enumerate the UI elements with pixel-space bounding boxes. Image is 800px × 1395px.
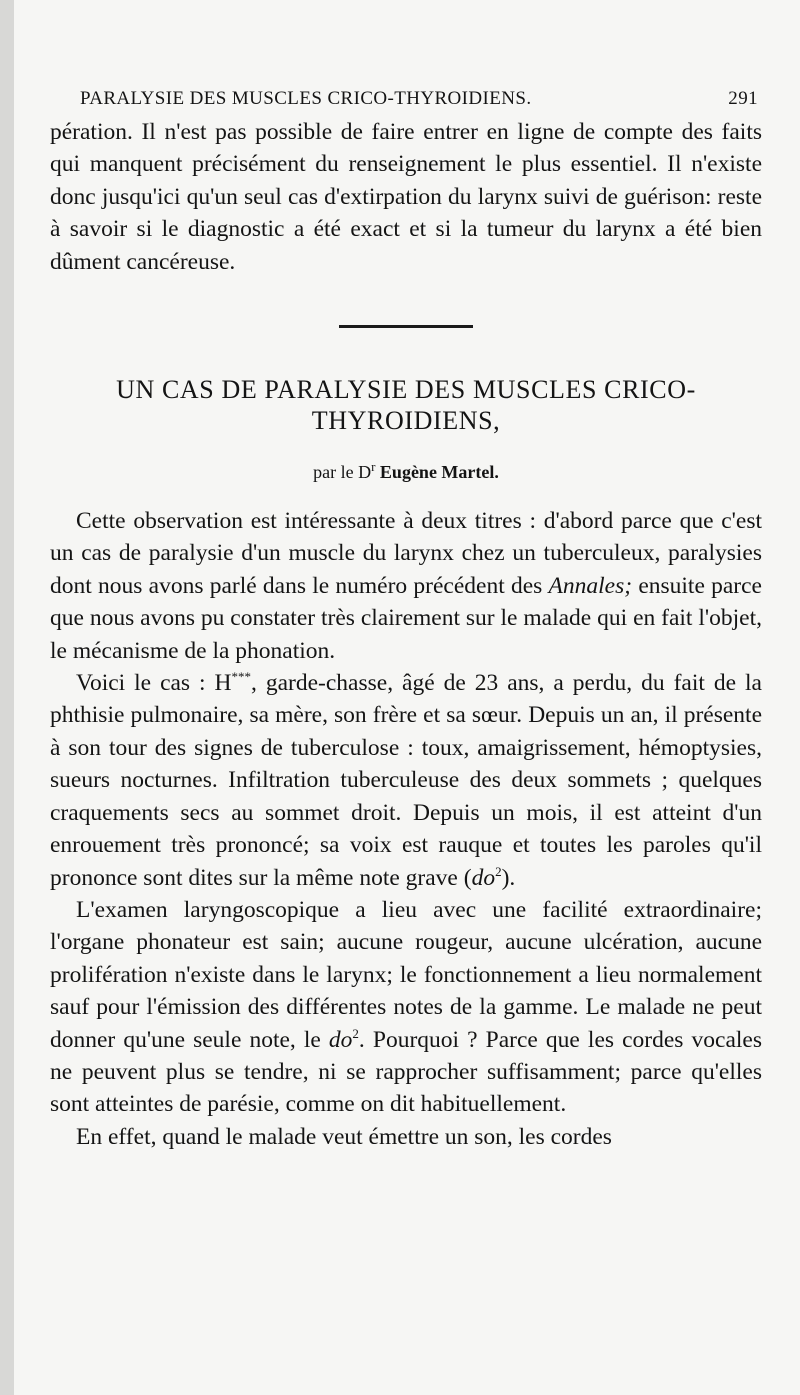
patient-asterisks: *** (231, 669, 252, 685)
paragraph-2-part-b: , garde-chasse, âgé de 23 ans, a perdu, du fait de la phthisie pulmonaire, sa mère, son frère et sa sœur. Depuis un an, il présente à son tour des signes de tuberculose : toux, amaigrissement, hémoptysies, sueurs nocturnes. Infiltration tuberculeuse des deux sommets ; quelques craquements secs au sommet droit. Depuis un mois, il est atteint d'un enrouement très prononcé; sa voix est rauque et toutes les paroles qu'il prononce sont dites sur la même note grave ( (50, 670, 762, 891)
paragraph-2-part-a: Voici le cas : H (76, 670, 232, 697)
continued-paragraph: pération. Il n'est pas possible de faire entrer en ligne de compte des faits qui manquent précisément du renseignement le plus essentiel. Il n'existe donc jusqu'ici qu'un seul cas d'extirpation du larynx suivi de guérison: reste à savoir si le diagnostic a été exact et si la tumeur du larynx a été bien dûment cancéreuse. (50, 119, 762, 275)
byline (50, 459, 762, 483)
running-header (80, 88, 762, 110)
paragraph-3-part-b: . Pourquoi ? Parce que les cordes vocales ne peuvent plus se tendre, ni se rapprocher suffisamment; parce qu'elles sont atteintes de parésie, comme on dit habituellement. (50, 1026, 763, 1118)
note-sup: 2 (495, 863, 502, 879)
article-title-line-2: THYROIDIENS, (311, 406, 501, 436)
paragraph-1-part-b: ensuite parce que nous avons pu constater très clairement sur le malade qui en fait l'objet, le mécanisme de la phonation. (50, 572, 762, 664)
section-divider (339, 325, 473, 328)
paragraph-2-part-c: ). (501, 864, 516, 891)
note-do: do (471, 864, 496, 891)
note-sup-2: 2 (352, 1025, 359, 1041)
author-name: Eugène Martel. (379, 462, 499, 483)
page-number: 291 (728, 88, 758, 109)
page-content (50, 88, 762, 1153)
paragraph-3 (50, 894, 762, 1121)
article-title-line-1: UN CAS DE PARALYSIE DES MUSCLES CRICO- (116, 375, 696, 405)
paragraph-4: En effet, quand le malade veut émettre un son, les cordes (76, 1123, 612, 1150)
note-do-2: do (328, 1026, 353, 1053)
paragraph-1-part-a: Cette observation est intéressante à deux titres : d'abord parce que c'est un cas de paralysie d'un muscle du larynx chez un tuberculeux, paralysies dont nous avons parlé dans le numéro précédent des (50, 508, 762, 599)
journal-name: Annales; (548, 572, 633, 599)
running-title: PARALYSIE DES MUSCLES CRICO-THYROIDIENS. (80, 88, 532, 109)
byline-prefix: par le D (313, 462, 372, 483)
paragraph-2 (50, 667, 762, 894)
byline-sup: r (371, 459, 376, 475)
paragraph-1 (50, 505, 762, 667)
article-title (50, 374, 762, 436)
paragraph-3-part-a: L'examen laryngoscopique a lieu avec une facilité extraordinaire; l'organe phonateur est sain; aucune rougeur, aucune ulcération, aucune prolifération n'existe dans le larynx; le fonctionnement a lieu normalement sauf pour l'émission des différentes notes de la gamme. Le malade ne peut donner qu'une seule note, le (50, 896, 762, 1053)
